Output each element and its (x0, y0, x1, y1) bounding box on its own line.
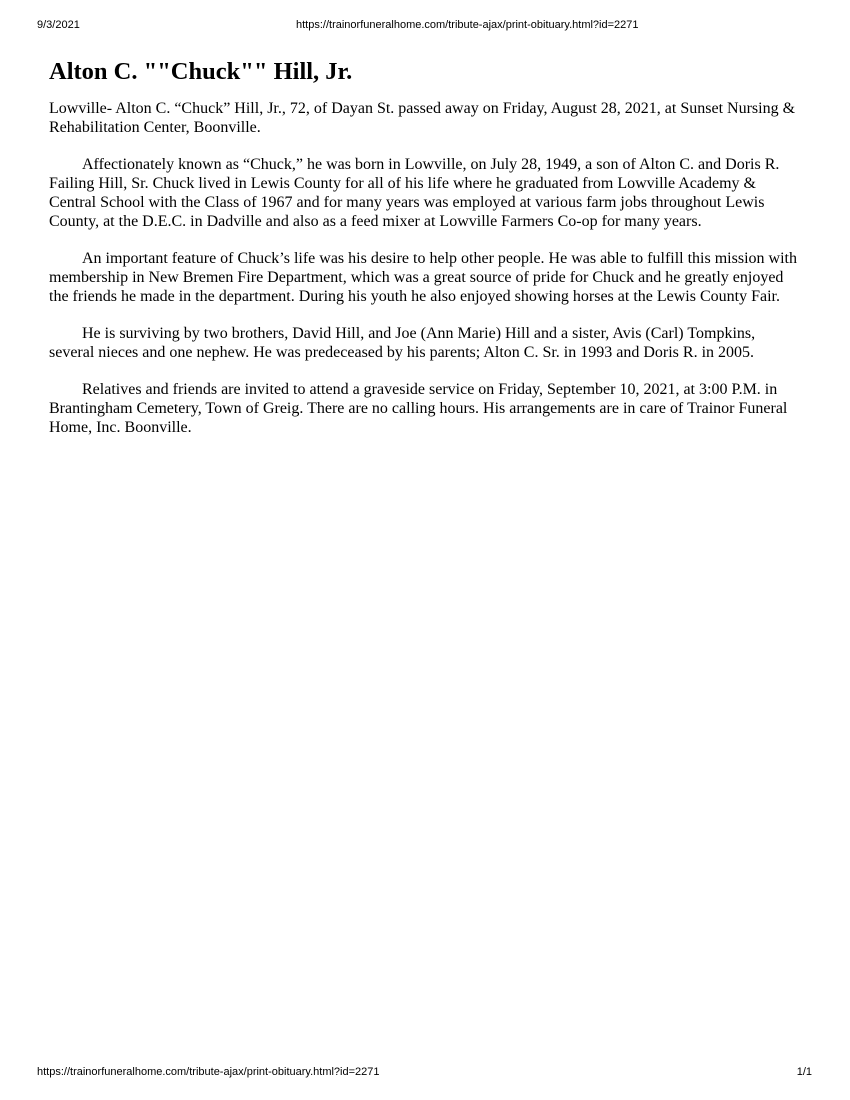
obituary-paragraph-biography: Affectionately known as “Chuck,” he was born in Lowville, on July 28, 1949, a son of Alton C. and Doris R. Failing Hill, Sr. Chuck lived in Lewis County for all of his life where he graduated from Lowville Academy & Central School with the Class of 1967 and for many years was employed at various farm jobs throughout Lewis County, at the D.E.C. in Dadville and also as a feed mixer at Lowville Farmers Co-op for many years. (49, 156, 780, 230)
obituary-paragraph-service: An important feature of Chuck’s life was his desire to help other people. He was able to fulfill this mission with membership in New Bremen Fire Department, which was a great source of pride for Chuck and he greatly enjoyed the friends he made in the department. During his youth he also enjoyed showing horses at the Lewis County Fair. (49, 249, 797, 305)
obituary-paragraph-intro: Lowville- Alton C. “Chuck” Hill, Jr., 72, of Dayan St. passed away on Friday, August 28, 2021, at Sunset Nursing & Rehabilitation Center, Boonville. (49, 100, 796, 136)
obituary-content (49, 58, 804, 456)
obituary-paragraph-arrangements: Relatives and friends are invited to attend a graveside service on Friday, September 10, 2021, at 3:00 P.M. in Brantingham Cemetery, Town of Greig. There are no calling hours. His arrangements are in care of Trainor Funeral Home, Inc. Boonville. (49, 381, 788, 436)
print-url-header: https://trainorfuneralhome.com/tribute-ajax/print-obituary.html?id=2271 (296, 19, 639, 31)
obituary-paragraph-survivors: He is surviving by two brothers, David Hill, and Joe (Ann Marie) Hill and a sister, Avis (Carl) Tompkins, several nieces and one nephew. He was predeceased by his parents; Alton C. Sr. in 1993 and Doris R. in 2005. (49, 324, 756, 361)
obituary-title: Alton C. ""Chuck"" Hill, Jr. (49, 58, 353, 85)
page-number: 1/1 (796, 1066, 812, 1078)
print-url-footer: https://trainorfuneralhome.com/tribute-ajax/print-obituary.html?id=2271 (37, 1066, 380, 1078)
print-date: 9/3/2021 (37, 19, 80, 31)
